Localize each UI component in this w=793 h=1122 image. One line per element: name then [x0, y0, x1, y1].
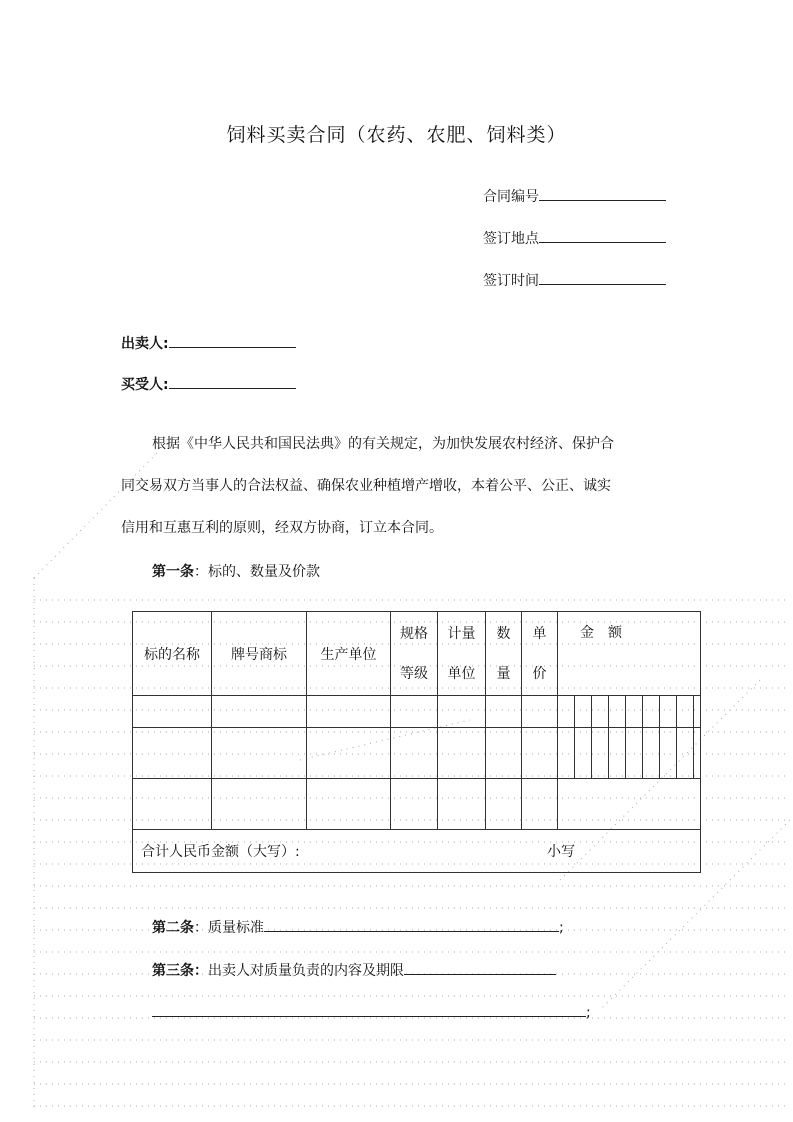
quality-responsibility-line-2[interactable]	[152, 1002, 586, 1017]
amount-digit-cell[interactable]	[575, 728, 592, 779]
cell[interactable]	[391, 728, 438, 779]
amount-digit-cell[interactable]	[592, 696, 609, 728]
cell[interactable]	[522, 728, 558, 779]
cell[interactable]	[438, 779, 486, 830]
header-quantity-line2: 量	[496, 665, 511, 682]
amount-digit-cell[interactable]	[626, 728, 643, 779]
buyer-field	[121, 374, 296, 394]
amount-digit-cell[interactable]	[575, 696, 592, 728]
header-unit-line2: 单位	[447, 665, 476, 682]
buyer-label: 买受人:	[121, 377, 169, 393]
small-amount-label: 小写	[547, 844, 575, 860]
article-1-text: ：标的、数量及价款	[194, 564, 320, 580]
cell[interactable]	[486, 779, 522, 830]
intro-line-3: 信用和互惠互利的原则，经双方协商，订立本合同。	[121, 520, 443, 536]
header-unit-price	[522, 612, 558, 696]
article-1	[152, 561, 320, 581]
sign-place-field	[483, 228, 666, 248]
cell[interactable]	[307, 728, 391, 779]
cell[interactable]	[522, 779, 558, 830]
quality-standard-line[interactable]	[264, 917, 559, 932]
cell[interactable]	[133, 779, 212, 830]
amount-digit-cell[interactable]	[609, 696, 626, 728]
header-spec-line1: 规格	[400, 625, 428, 642]
article-2-label: 第二条	[152, 920, 194, 936]
table-row	[133, 779, 701, 830]
cell[interactable]	[391, 779, 438, 830]
article-3-end: ;	[586, 1005, 591, 1021]
sign-time-label: 签订时间	[483, 273, 539, 289]
contract-number-field	[483, 186, 666, 206]
header-item-name: 标的名称	[133, 612, 212, 696]
intro-line-1: 根据《中华人民共和国民法典》的有关规定，为加快发展农村经济、保护合	[152, 436, 614, 452]
sign-time-line[interactable]	[539, 270, 666, 285]
article-2-end: ;	[559, 920, 564, 936]
article-3-label: 第三条：	[152, 963, 208, 979]
cell[interactable]	[307, 779, 391, 830]
header-producer: 生产单位	[307, 612, 391, 696]
amount-digit-cell[interactable]	[643, 728, 660, 779]
quality-responsibility-line[interactable]	[404, 960, 556, 975]
amount-digit-cell[interactable]	[626, 696, 643, 728]
seller-line[interactable]	[169, 333, 296, 348]
header-quantity	[486, 612, 522, 696]
amount-digit-cell[interactable]	[677, 696, 694, 728]
amount-digit-cell[interactable]	[558, 728, 575, 779]
amount-digit-cell[interactable]	[609, 728, 626, 779]
document-title: 饲料买卖合同（农药、农肥、饲料类）	[226, 124, 567, 146]
header-unit	[438, 612, 486, 696]
sign-place-label: 签订地点	[483, 231, 539, 247]
amount-digit-cell[interactable]	[592, 728, 609, 779]
total-amount-label: 合计人民币金额（大写）:	[141, 844, 300, 860]
amount-digit-cell[interactable]	[694, 728, 701, 779]
sign-place-line[interactable]	[539, 228, 666, 243]
amount-digit-cell[interactable]	[694, 696, 701, 728]
seller-label: 出卖人:	[121, 336, 169, 352]
cell[interactable]	[486, 728, 522, 779]
article-2	[152, 917, 564, 937]
header-price-line1: 单	[532, 625, 547, 642]
contract-number-line[interactable]	[539, 186, 666, 201]
cell[interactable]	[212, 696, 307, 728]
cell[interactable]	[522, 696, 558, 728]
amount-digit-cell[interactable]	[677, 728, 694, 779]
cell[interactable]	[212, 779, 307, 830]
contract-number-label: 合同编号	[483, 189, 539, 205]
table-total-row	[133, 830, 701, 873]
sign-time-field	[483, 270, 666, 290]
cell[interactable]	[133, 728, 212, 779]
table-row	[133, 728, 701, 779]
cell[interactable]	[438, 728, 486, 779]
amount-digit-cell[interactable]	[660, 728, 677, 779]
cell[interactable]	[391, 696, 438, 728]
header-price-line2: 价	[532, 665, 547, 682]
intro-line-2: 同交易双方当事人的合法权益、确保农业种植增产增收，本着公平、公正、诚实	[121, 478, 611, 494]
header-spec	[391, 612, 438, 696]
header-unit-line1: 计量	[447, 625, 476, 642]
total-amount-cell[interactable]	[133, 830, 701, 873]
amount-digit-cell[interactable]	[643, 696, 660, 728]
seller-field	[121, 333, 296, 353]
header-quantity-line1: 数	[496, 625, 511, 642]
cell[interactable]	[307, 696, 391, 728]
amount-cell[interactable]	[558, 779, 701, 830]
article-3-text: 出卖人对质量负责的内容及期限	[208, 963, 404, 979]
header-brand: 牌号商标	[212, 612, 307, 696]
cell[interactable]	[212, 728, 307, 779]
cell[interactable]	[133, 696, 212, 728]
article-1-label: 第一条	[152, 564, 194, 580]
article-3-continuation	[152, 1002, 591, 1021]
cell[interactable]	[438, 696, 486, 728]
table-row	[133, 696, 701, 728]
amount-digit-cell[interactable]	[660, 696, 677, 728]
cell[interactable]	[486, 696, 522, 728]
article-2-text: ：质量标准	[194, 920, 264, 936]
table-header-row	[133, 612, 701, 696]
article-3	[152, 960, 556, 980]
header-amount: 金 额	[558, 612, 701, 696]
amount-digit-cell[interactable]	[558, 696, 575, 728]
header-spec-line2: 等级	[400, 665, 428, 682]
buyer-line[interactable]	[169, 374, 296, 389]
goods-table	[132, 611, 701, 873]
